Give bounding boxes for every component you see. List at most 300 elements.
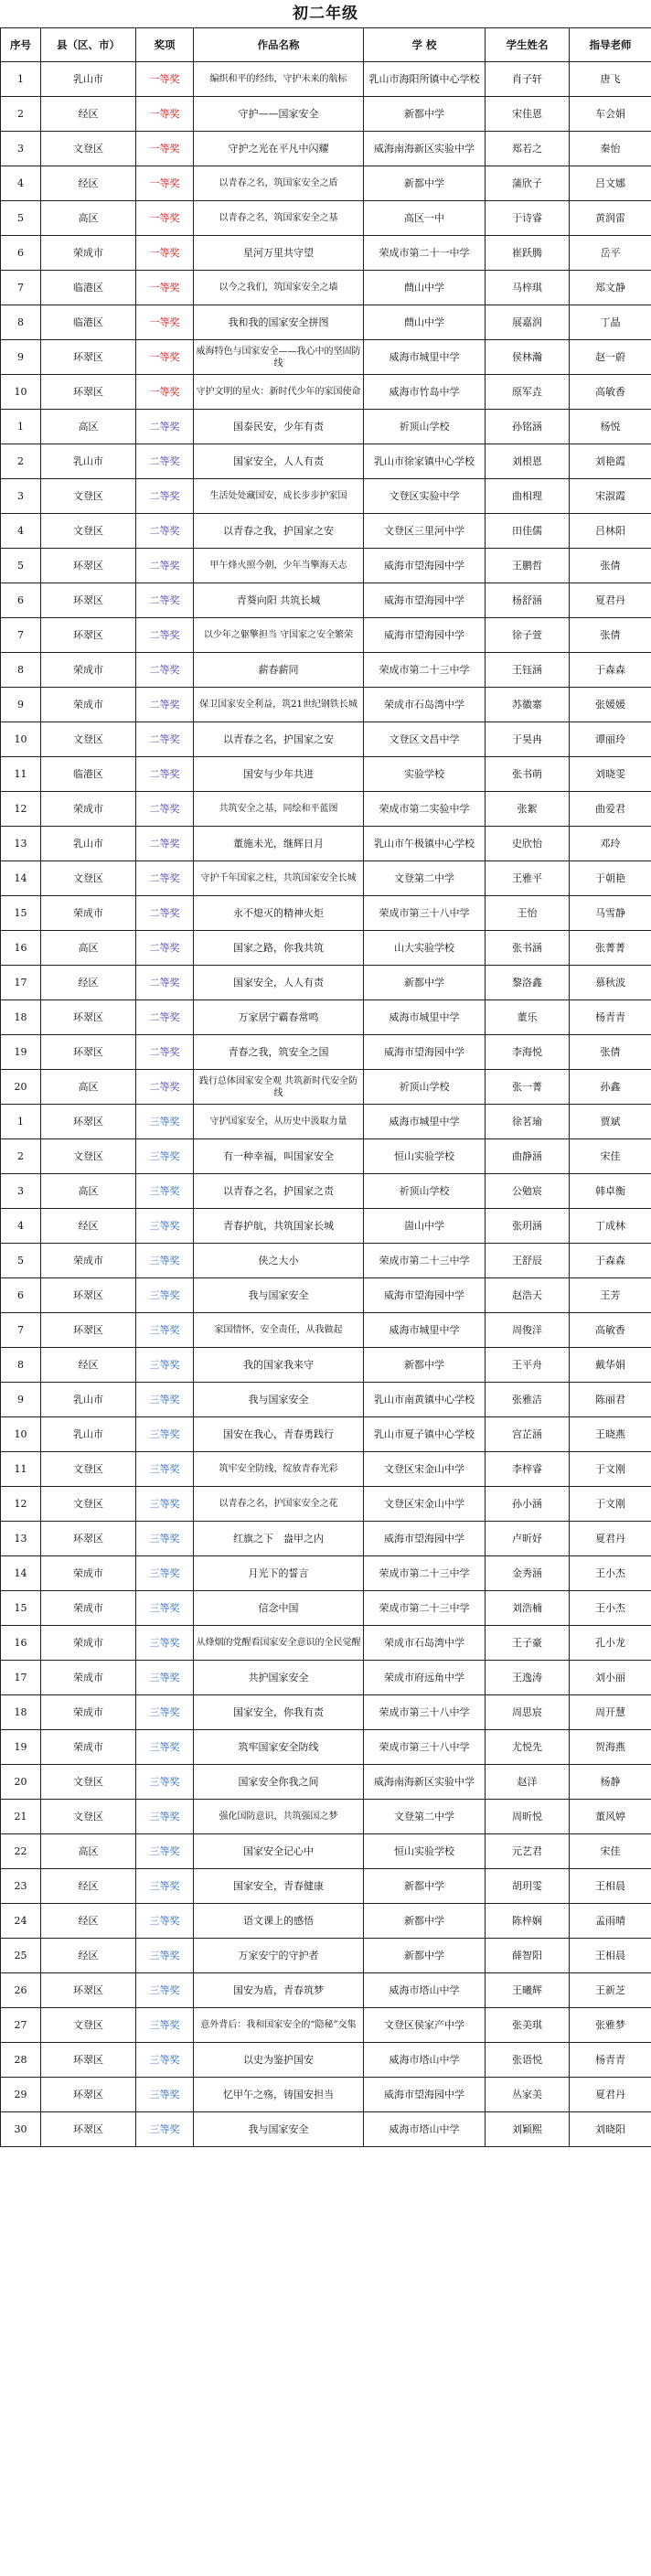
cell-work-title: 国家安全，青春健康 xyxy=(194,1869,364,1904)
cell-award: 二等奖 xyxy=(136,444,194,479)
cell-award: 二等奖 xyxy=(136,479,194,514)
cell-teacher: 于森森 xyxy=(570,1244,651,1278)
cell-work-title: 生活处处藏国安，成长步步护家国 xyxy=(194,479,364,514)
cell-school: 文登区文昌中学 xyxy=(364,722,486,757)
table-row xyxy=(1,1070,651,1105)
cell-school: 崮山中学 xyxy=(364,1209,486,1244)
cell-index: 9 xyxy=(1,688,41,722)
cell-index: 8 xyxy=(1,653,41,688)
cell-district: 经区 xyxy=(41,1209,136,1244)
cell-index: 3 xyxy=(1,1174,41,1209)
cell-district: 乳山市 xyxy=(41,827,136,861)
cell-work-title: 以青春之名，筑国家安全之盾 xyxy=(194,166,364,201)
cell-student: 杨舒涵 xyxy=(486,583,570,618)
cell-district: 环翠区 xyxy=(41,340,136,375)
cell-school: 荣成市第二实验中学 xyxy=(364,792,486,827)
cell-district: 环翠区 xyxy=(41,1522,136,1556)
cell-student: 李梓睿 xyxy=(486,1452,570,1487)
cell-district: 文登区 xyxy=(41,2008,136,2043)
cell-work-title: 编织和平的经纬，守护未来的航标 xyxy=(194,62,364,97)
cell-work-title: 我的国家我来守 xyxy=(194,1348,364,1383)
cell-district: 荣成市 xyxy=(41,1244,136,1278)
cell-index: 7 xyxy=(1,271,41,305)
cell-index: 10 xyxy=(1,722,41,757)
cell-work-title: 董施未光，继辉日月 xyxy=(194,827,364,861)
cell-school: 新都中学 xyxy=(364,1904,486,1939)
cell-student: 蒲欣子 xyxy=(486,166,570,201)
cell-student: 张语悦 xyxy=(486,2043,570,2078)
table-row xyxy=(1,827,651,861)
cell-award: 二等奖 xyxy=(136,1035,194,1070)
cell-student: 张书涵 xyxy=(486,931,570,966)
cell-school: 荣成市第二十三中学 xyxy=(364,653,486,688)
cell-index: 17 xyxy=(1,966,41,1000)
cell-district: 乳山市 xyxy=(41,444,136,479)
cell-work-title: 我与国家安全 xyxy=(194,2112,364,2147)
cell-student: 徐子萱 xyxy=(486,618,570,653)
cell-district: 乳山市 xyxy=(41,62,136,97)
cell-district: 经区 xyxy=(41,1869,136,1904)
cell-student: 展嘉润 xyxy=(486,305,570,340)
cell-award: 一等奖 xyxy=(136,166,194,201)
cell-work-title: 红旗之下 盎甲之内 xyxy=(194,1522,364,1556)
cell-award: 一等奖 xyxy=(136,375,194,410)
cell-award: 二等奖 xyxy=(136,792,194,827)
cell-district: 环翠区 xyxy=(41,2112,136,2147)
cell-school: 威海市望海园中学 xyxy=(364,2078,486,2112)
cell-award: 二等奖 xyxy=(136,618,194,653)
table-row xyxy=(1,1313,651,1348)
table-row xyxy=(1,410,651,444)
table-row xyxy=(1,2078,651,2112)
table-row xyxy=(1,931,651,966)
table-row xyxy=(1,166,651,201)
cell-award: 三等奖 xyxy=(136,1626,194,1661)
table-row xyxy=(1,1000,651,1035)
table-row xyxy=(1,1800,651,1834)
cell-school: 威海市望海园中学 xyxy=(364,1035,486,1070)
cell-award: 三等奖 xyxy=(136,1209,194,1244)
cell-work-title: 国家安全，人人有责 xyxy=(194,444,364,479)
cell-student: 刘根恩 xyxy=(486,444,570,479)
cell-teacher: 宋淑霞 xyxy=(570,479,651,514)
cell-school: 高区一中 xyxy=(364,201,486,236)
cell-award: 三等奖 xyxy=(136,1591,194,1626)
cell-index: 2 xyxy=(1,1139,41,1174)
cell-school: 威海市望海园中学 xyxy=(364,549,486,583)
table-row xyxy=(1,549,651,583)
cell-award: 三等奖 xyxy=(136,1417,194,1452)
cell-district: 文登区 xyxy=(41,514,136,549)
cell-work-title: 万家安宁的守护者 xyxy=(194,1939,364,1973)
table-row xyxy=(1,2112,651,2147)
cell-work-title: 国家之路，你我共筑 xyxy=(194,931,364,966)
cell-student: 马梓琪 xyxy=(486,271,570,305)
cell-work-title: 守护千年国家之柱，共筑国家安全长城 xyxy=(194,861,364,896)
cell-award: 三等奖 xyxy=(136,1834,194,1869)
cell-district: 荣成市 xyxy=(41,653,136,688)
cell-student: 王雅平 xyxy=(486,861,570,896)
cell-index: 1 xyxy=(1,1105,41,1139)
cell-index: 18 xyxy=(1,1695,41,1730)
cell-school: 新都中学 xyxy=(364,1348,486,1383)
cell-award: 一等奖 xyxy=(136,340,194,375)
cell-school: 威海市望海园中学 xyxy=(364,1278,486,1313)
cell-award: 三等奖 xyxy=(136,1973,194,2008)
table-row xyxy=(1,1522,651,1556)
cell-student: 丛家美 xyxy=(486,2078,570,2112)
table-row xyxy=(1,2008,651,2043)
cell-work-title: 永不熄灭的精神火炬 xyxy=(194,896,364,931)
cell-index: 16 xyxy=(1,931,41,966)
cell-teacher: 刘小丽 xyxy=(570,1661,651,1695)
table-row xyxy=(1,1973,651,2008)
cell-school: 新都中学 xyxy=(364,97,486,132)
cell-teacher: 夏君丹 xyxy=(570,2078,651,2112)
cell-work-title: 以青春之名，护国家之安 xyxy=(194,722,364,757)
cell-student: 王子豪 xyxy=(486,1626,570,1661)
cell-student: 卢昕妤 xyxy=(486,1522,570,1556)
cell-student: 公勉宸 xyxy=(486,1174,570,1209)
cell-award: 二等奖 xyxy=(136,757,194,792)
cell-index: 1 xyxy=(1,410,41,444)
cell-teacher: 贺海燕 xyxy=(570,1730,651,1765)
cell-index: 12 xyxy=(1,1487,41,1522)
cell-work-title: 国泰民安，少年有责 xyxy=(194,410,364,444)
cell-school: 威海市城里中学 xyxy=(364,1000,486,1035)
cell-award: 二等奖 xyxy=(136,931,194,966)
cell-district: 荣成市 xyxy=(41,1626,136,1661)
cell-student: 尤悦先 xyxy=(486,1730,570,1765)
cell-teacher: 贾斌 xyxy=(570,1105,651,1139)
header-award: 奖项 xyxy=(136,28,194,62)
table-body xyxy=(1,62,651,2147)
cell-work-title: 意外背后：我和国家安全的“隐秘”交集 xyxy=(194,2008,364,2043)
cell-work-title: 国家安全记心中 xyxy=(194,1834,364,1869)
cell-work-title: 以史为鉴护国安 xyxy=(194,2043,364,2078)
cell-work-title: 我和我的国家安全拼图 xyxy=(194,305,364,340)
cell-teacher: 唐飞 xyxy=(570,62,651,97)
cell-student: 郑若之 xyxy=(486,132,570,166)
cell-district: 环翠区 xyxy=(41,1035,136,1070)
table-row xyxy=(1,1904,651,1939)
cell-teacher: 刘晓雯 xyxy=(570,757,651,792)
cell-award: 三等奖 xyxy=(136,1556,194,1591)
cell-index: 1 xyxy=(1,62,41,97)
cell-district: 高区 xyxy=(41,410,136,444)
cell-student: 崔跃腾 xyxy=(486,236,570,271)
cell-award: 三等奖 xyxy=(136,1348,194,1383)
cell-student: 李海悦 xyxy=(486,1035,570,1070)
cell-work-title: 筑牢国家安全防线 xyxy=(194,1730,364,1765)
table-row xyxy=(1,1139,651,1174)
cell-student: 薛智阳 xyxy=(486,1939,570,1973)
table-row xyxy=(1,722,651,757)
cell-award: 三等奖 xyxy=(136,1800,194,1834)
cell-district: 环翠区 xyxy=(41,2078,136,2112)
cell-index: 19 xyxy=(1,1730,41,1765)
cell-school: 荣成市石岛湾中学 xyxy=(364,1626,486,1661)
cell-district: 荣成市 xyxy=(41,1695,136,1730)
cell-district: 经区 xyxy=(41,97,136,132)
cell-teacher: 孙鑫 xyxy=(570,1070,651,1105)
cell-student: 张玥涵 xyxy=(486,1209,570,1244)
cell-index: 12 xyxy=(1,792,41,827)
cell-student: 于诗睿 xyxy=(486,201,570,236)
cell-work-title: 守护——国家安全 xyxy=(194,97,364,132)
cell-work-title: 侠之大小 xyxy=(194,1244,364,1278)
cell-student: 董乐 xyxy=(486,1000,570,1035)
cell-student: 苏徽寨 xyxy=(486,688,570,722)
cell-district: 高区 xyxy=(41,931,136,966)
cell-index: 24 xyxy=(1,1904,41,1939)
cell-award: 三等奖 xyxy=(136,1661,194,1695)
cell-teacher: 张倩 xyxy=(570,1035,651,1070)
cell-index: 15 xyxy=(1,1591,41,1626)
cell-district: 环翠区 xyxy=(41,1278,136,1313)
cell-school: 荣成市第三十八中学 xyxy=(364,1695,486,1730)
cell-work-title: 国家安全，人人有责 xyxy=(194,966,364,1000)
cell-teacher: 张媛媛 xyxy=(570,688,651,722)
cell-index: 8 xyxy=(1,305,41,340)
page-title: 初二年级 xyxy=(293,5,358,23)
cell-teacher: 陈丽君 xyxy=(570,1383,651,1417)
cell-index: 29 xyxy=(1,2078,41,2112)
cell-district: 经区 xyxy=(41,1348,136,1383)
cell-student: 胡玥雯 xyxy=(486,1869,570,1904)
cell-student: 王鹏哲 xyxy=(486,549,570,583)
table-row xyxy=(1,444,651,479)
cell-award: 三等奖 xyxy=(136,1244,194,1278)
table-row xyxy=(1,757,651,792)
cell-school: 威海市塔山中学 xyxy=(364,2043,486,2078)
cell-work-title: 薪春薪同 xyxy=(194,653,364,688)
cell-school: 威海市城里中学 xyxy=(364,1313,486,1348)
cell-school: 恒山实验学校 xyxy=(364,1834,486,1869)
cell-award: 二等奖 xyxy=(136,966,194,1000)
cell-index: 4 xyxy=(1,1209,41,1244)
cell-district: 经区 xyxy=(41,966,136,1000)
cell-award: 三等奖 xyxy=(136,1939,194,1973)
cell-school: 新都中学 xyxy=(364,966,486,1000)
cell-award: 三等奖 xyxy=(136,1869,194,1904)
cell-award: 三等奖 xyxy=(136,1383,194,1417)
cell-school: 乳山市南黄镇中心学校 xyxy=(364,1383,486,1417)
cell-district: 经区 xyxy=(41,1939,136,1973)
cell-school: 祈顶山学校 xyxy=(364,1070,486,1105)
table-row xyxy=(1,1383,651,1417)
cell-work-title: 万家居宁霸春常鸣 xyxy=(194,1000,364,1035)
cell-student: 张美琪 xyxy=(486,2008,570,2043)
cell-index: 6 xyxy=(1,236,41,271)
table-row xyxy=(1,375,651,410)
table-row xyxy=(1,1209,651,1244)
cell-student: 陈梓娴 xyxy=(486,1904,570,1939)
cell-index: 10 xyxy=(1,375,41,410)
cell-school: 荣成市第二十一中学 xyxy=(364,236,486,271)
table-row xyxy=(1,618,651,653)
cell-work-title: 守护之光在平凡中闪耀 xyxy=(194,132,364,166)
header-school: 学 校 xyxy=(364,28,486,62)
cell-district: 文登区 xyxy=(41,479,136,514)
cell-school: 文登第二中学 xyxy=(364,1800,486,1834)
cell-index: 15 xyxy=(1,896,41,931)
cell-teacher: 刘晓阳 xyxy=(570,2112,651,2147)
cell-district: 文登区 xyxy=(41,1452,136,1487)
cell-teacher: 王晓燕 xyxy=(570,1417,651,1452)
cell-award: 三等奖 xyxy=(136,1487,194,1522)
cell-award: 一等奖 xyxy=(136,271,194,305)
cell-student: 徐茗瑜 xyxy=(486,1105,570,1139)
cell-school: 荣成市石岛湾中学 xyxy=(364,688,486,722)
cell-award: 二等奖 xyxy=(136,653,194,688)
cell-work-title: 以青春之我，护国家之安 xyxy=(194,514,364,549)
cell-student: 周俊洋 xyxy=(486,1313,570,1348)
cell-work-title: 国安为盾，青春筑梦 xyxy=(194,1973,364,2008)
table-row xyxy=(1,340,651,375)
cell-student: 张絮 xyxy=(486,792,570,827)
cell-school: 山大实验学校 xyxy=(364,931,486,966)
cell-school: 蔄山中学 xyxy=(364,271,486,305)
cell-index: 26 xyxy=(1,1973,41,2008)
cell-student: 赵洋 xyxy=(486,1765,570,1800)
cell-teacher: 夏君丹 xyxy=(570,1522,651,1556)
cell-teacher: 于森森 xyxy=(570,653,651,688)
cell-work-title: 共护国家安全 xyxy=(194,1661,364,1695)
cell-district: 临港区 xyxy=(41,757,136,792)
cell-school: 荣成市第三十八中学 xyxy=(364,1730,486,1765)
cell-district: 文登区 xyxy=(41,1765,136,1800)
cell-work-title: 以青春之名，护国家之责 xyxy=(194,1174,364,1209)
cell-award: 三等奖 xyxy=(136,1139,194,1174)
cell-index: 9 xyxy=(1,340,41,375)
cell-school: 新都中学 xyxy=(364,1869,486,1904)
cell-award: 一等奖 xyxy=(136,97,194,132)
cell-index: 14 xyxy=(1,861,41,896)
cell-district: 乳山市 xyxy=(41,1383,136,1417)
cell-teacher: 丁晶 xyxy=(570,305,651,340)
cell-student: 史欣怡 xyxy=(486,827,570,861)
cell-teacher: 王新芝 xyxy=(570,1973,651,2008)
cell-student: 张一菁 xyxy=(486,1070,570,1105)
cell-work-title: 月光下的誓言 xyxy=(194,1556,364,1591)
cell-teacher: 杨悦 xyxy=(570,410,651,444)
table-row xyxy=(1,653,651,688)
cell-index: 5 xyxy=(1,549,41,583)
cell-index: 19 xyxy=(1,1035,41,1070)
table-row xyxy=(1,1348,651,1383)
cell-district: 荣成市 xyxy=(41,792,136,827)
cell-student: 王平舟 xyxy=(486,1348,570,1383)
cell-award: 一等奖 xyxy=(136,62,194,97)
cell-school: 荣成市第三十八中学 xyxy=(364,896,486,931)
table-row xyxy=(1,62,651,97)
cell-student: 宫芷涵 xyxy=(486,1417,570,1452)
cell-index: 20 xyxy=(1,1070,41,1105)
cell-student: 元艺君 xyxy=(486,1834,570,1869)
table-row xyxy=(1,1278,651,1313)
cell-award: 三等奖 xyxy=(136,2008,194,2043)
cell-index: 5 xyxy=(1,1244,41,1278)
cell-index: 21 xyxy=(1,1800,41,1834)
cell-teacher: 吕林阳 xyxy=(570,514,651,549)
cell-teacher: 马雪静 xyxy=(570,896,651,931)
cell-index: 16 xyxy=(1,1626,41,1661)
cell-work-title: 威海特色与国家安全——我心中的坚固防线 xyxy=(194,340,364,375)
cell-school: 威海市塔山中学 xyxy=(364,2112,486,2147)
cell-work-title: 我与国家安全 xyxy=(194,1383,364,1417)
cell-index: 4 xyxy=(1,514,41,549)
table-row xyxy=(1,97,651,132)
cell-index: 2 xyxy=(1,97,41,132)
cell-student: 刘浩楠 xyxy=(486,1591,570,1626)
cell-work-title: 强化国防意识，共筑强国之梦 xyxy=(194,1800,364,1834)
cell-district: 荣成市 xyxy=(41,1661,136,1695)
cell-school: 威海市塔山中学 xyxy=(364,1973,486,2008)
cell-school: 乳山市徐家镇中心学校 xyxy=(364,444,486,479)
cell-work-title: 信念中国 xyxy=(194,1591,364,1626)
cell-student: 王舒辰 xyxy=(486,1244,570,1278)
cell-district: 文登区 xyxy=(41,1800,136,1834)
table-row xyxy=(1,1556,651,1591)
cell-district: 环翠区 xyxy=(41,1000,136,1035)
cell-award: 一等奖 xyxy=(136,201,194,236)
cell-work-title: 共筑安全之基，同绘和平蓝图 xyxy=(194,792,364,827)
cell-work-title: 青春护航，共筑国家长城 xyxy=(194,1209,364,1244)
cell-district: 荣成市 xyxy=(41,1591,136,1626)
cell-award: 二等奖 xyxy=(136,1070,194,1105)
cell-index: 18 xyxy=(1,1000,41,1035)
cell-index: 13 xyxy=(1,1522,41,1556)
cell-work-title: 忆甲午之殇，铸国安担当 xyxy=(194,2078,364,2112)
cell-district: 临港区 xyxy=(41,271,136,305)
cell-student: 原军垚 xyxy=(486,375,570,410)
cell-teacher: 夏君丹 xyxy=(570,583,651,618)
cell-award: 二等奖 xyxy=(136,514,194,549)
table-row xyxy=(1,1452,651,1487)
cell-school: 恒山实验学校 xyxy=(364,1139,486,1174)
cell-award: 三等奖 xyxy=(136,1765,194,1800)
cell-work-title: 家国情怀，安全责任，从我做起 xyxy=(194,1313,364,1348)
cell-teacher: 刘艳霞 xyxy=(570,444,651,479)
cell-teacher: 慕秋波 xyxy=(570,966,651,1000)
cell-index: 3 xyxy=(1,479,41,514)
cell-school: 威海市城里中学 xyxy=(364,340,486,375)
cell-student: 赵浩天 xyxy=(486,1278,570,1313)
cell-district: 高区 xyxy=(41,1174,136,1209)
table-row xyxy=(1,201,651,236)
cell-teacher: 王相晨 xyxy=(570,1939,651,1973)
cell-work-title: 以今之我们，筑国家安全之墙 xyxy=(194,271,364,305)
cell-student: 周思宸 xyxy=(486,1695,570,1730)
cell-index: 7 xyxy=(1,618,41,653)
table-row xyxy=(1,1626,651,1661)
cell-award: 二等奖 xyxy=(136,1000,194,1035)
cell-work-title: 国家安全，你我有责 xyxy=(194,1695,364,1730)
cell-district: 环翠区 xyxy=(41,618,136,653)
cell-teacher: 杨静 xyxy=(570,1765,651,1800)
cell-award: 三等奖 xyxy=(136,1522,194,1556)
cell-index: 11 xyxy=(1,757,41,792)
cell-teacher: 王小杰 xyxy=(570,1591,651,1626)
cell-index: 8 xyxy=(1,1348,41,1383)
cell-student: 于昊冉 xyxy=(486,722,570,757)
cell-index: 28 xyxy=(1,2043,41,2078)
cell-student: 王怡 xyxy=(486,896,570,931)
cell-award: 三等奖 xyxy=(136,2043,194,2078)
cell-district: 环翠区 xyxy=(41,1313,136,1348)
cell-award: 三等奖 xyxy=(136,1452,194,1487)
